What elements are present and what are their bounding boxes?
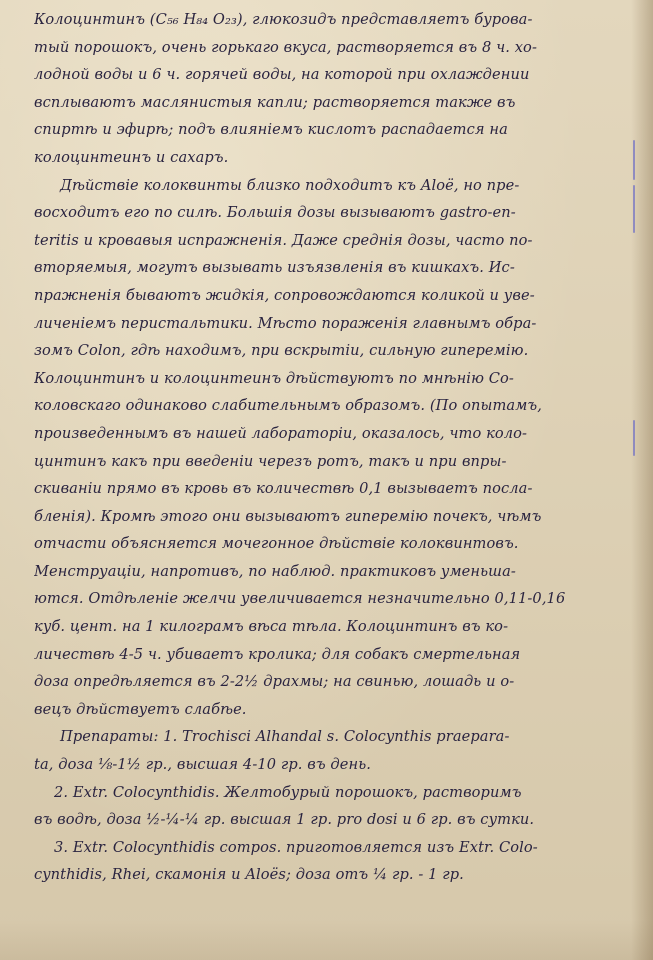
text-line: Колоцинтинъ (C₅₆ H₈₄ O₂₃), глюкозидъ представляетъ бурова- [34,11,533,28]
text-line: личенiемъ перистальтики. Мѣсто пораженiя главнымъ обра- [34,314,537,332]
handwritten-text-body [34,6,624,889]
text-line: скиванiи прямо въ кровь въ количествѣ 0,1 вызываетъ посла- [34,480,533,498]
text-line: вецъ дѣйствуетъ слабѣе. [34,700,247,718]
margin-mark [633,140,635,180]
text-line: произведеннымъ въ нашей лабораторiи, оказалось, что коло- [34,424,528,442]
text-line: восходитъ его по силѣ. Большiя дозы вызываютъ gastro-en- [34,204,516,222]
text-line: 3. Extr. Colocynthidis compos. приготовляется изъ Extr. Colo- [54,838,538,856]
text-line: бленiя). Кромѣ этого они вызываютъ гиперемiю почекъ, чѣмъ [34,507,542,525]
text-line: пражненiя бываютъ жидкiя, сопровождаются коликой и уве- [34,286,535,304]
text-line: Менструацiи, напротивъ, по наблюд. практиковъ уменьша- [34,562,516,580]
margin-mark [633,185,635,233]
text-line: зомъ Colon, гдѣ находимъ, при вскрытiи, сильную гиперемiю. [34,342,529,360]
text-line: всплываютъ маслянистыя капли; растворяется также въ [34,93,516,111]
margin-mark [633,420,635,456]
text-line: вторяемыя, могутъ вызывать изъязвленiя въ кишкахъ. Ис- [34,259,515,277]
text-line: доза опредѣляется въ 2-2½ драхмы; на свинью, лошадь и о- [34,673,515,691]
text-line: cynthidis, Rhei, скамонiя и Aloës; доза отъ ¼ гр. - 1 гр. [34,866,464,884]
text-line: куб. цент. на 1 килограмъ вѣса тѣла. Колоцинтинъ въ ко- [34,618,509,636]
text-line: личествѣ 4-5 ч. убиваетъ кролика; для собакъ смертельная [34,645,521,663]
text-line: 2. Extr. Colocynthidis. Желтобурый порошокъ, растворимъ [54,783,522,801]
text-line: въ водѣ, доза ½-¼-¼ гр. высшая 1 гр. pro dosi и 6 гр. въ сутки. [34,811,535,829]
text-line: ются. Отдѣленiе желчи увеличивается незначительно 0,11-0,16 [34,590,566,608]
text-line: спиртѣ и эфирѣ; подъ влиянiемъ кислотъ распадается на [34,121,508,139]
text-line: teritis и кровавыя испражненiя. Даже среднiя дозы, часто по- [34,231,533,249]
text-line: отчасти объясняется мочегонное дѣйствiе колоквинтовъ. [34,535,519,553]
text-line: цинтинъ какъ при введенiи черезъ ротъ, такъ и при впры- [34,452,507,470]
text-line: тый порошокъ, очень горькаго вкуса, растворяется въ 8 ч. хо- [34,38,537,56]
text-line: коловскаго одинаково слабительнымъ образомъ. (По опытамъ, [34,397,542,415]
text-line: колоцинтеинъ и сахаръ. [34,148,229,166]
page-bottom-shade [0,920,653,960]
text-line: Препараты: 1. Trochisci Alhandal s. Colocynthis praepara- [60,728,510,746]
text-line: Колоцинтинъ и колоцинтеинъ дѣйствуютъ по мнѣнiю Со- [34,369,514,387]
text-line: Дѣйствiе колоквинты близко подходитъ къ Aloë, но пре- [60,176,520,194]
text-line: лодной воды и 6 ч. горячей воды, на которой при охлаждении [34,66,530,84]
text-line: ta, доза ⅛-1½ гр., высшая 4-10 гр. въ день. [34,756,371,774]
